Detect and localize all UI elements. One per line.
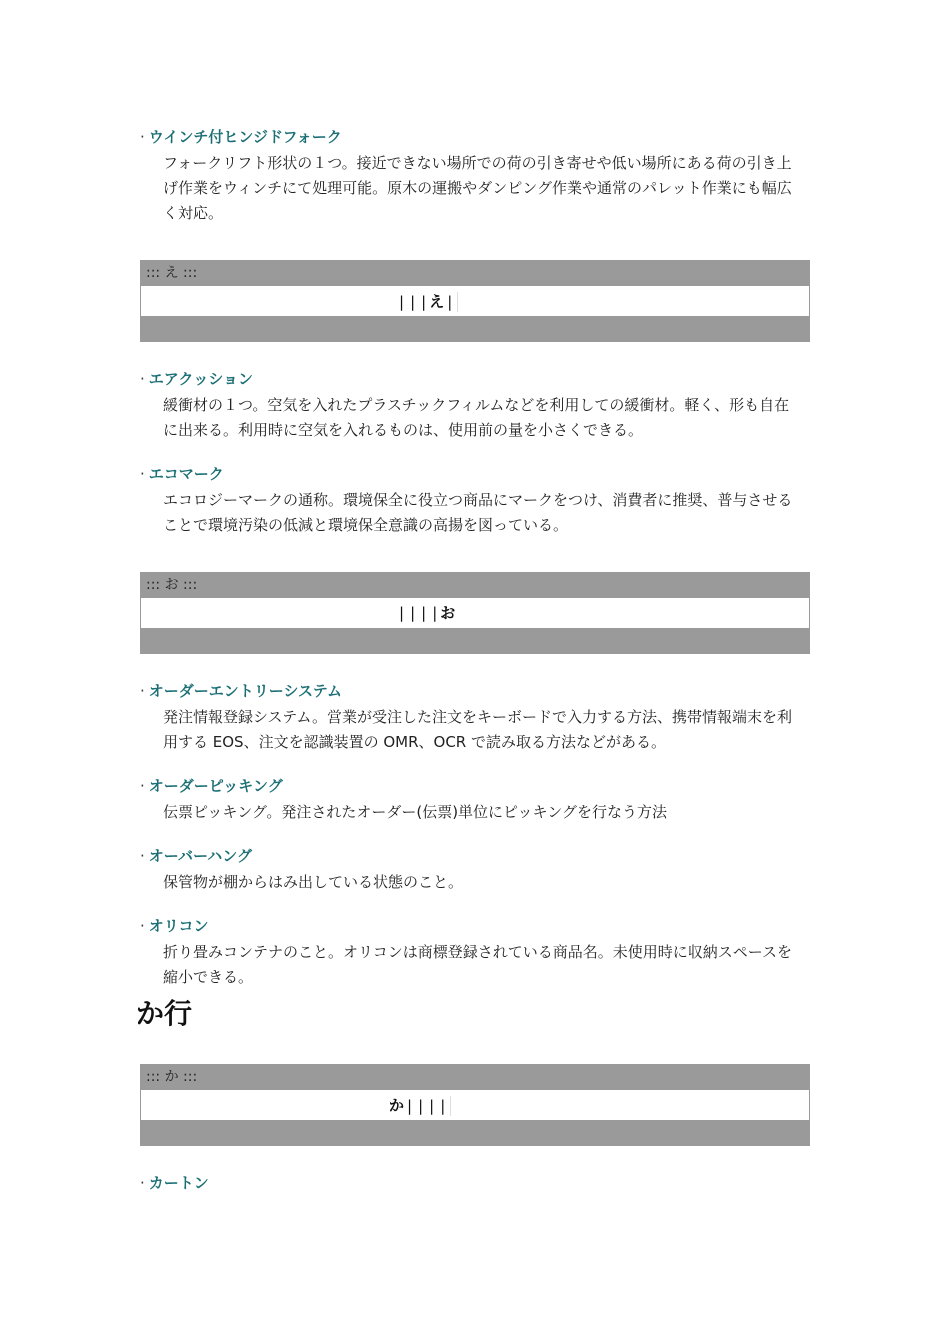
index-cell-divider [450,1096,461,1116]
term-title-text: カートン [148,1174,209,1192]
index-separator: | [429,1096,435,1115]
index-separator: | [440,1096,446,1115]
kana-index-links [141,286,809,316]
term-title [140,682,810,700]
index-cell-divider [457,292,468,312]
index-separator: | [421,604,427,622]
term-title-text: オーダーピッキング [148,777,283,795]
index-separator: | [432,604,438,622]
term-description: 伝票ピッキング。発注されたオーダー(伝票)単位にピッキングを行なう方法 [163,803,668,821]
term-title-text: ウインチ付ヒンジドフォーク [148,128,342,146]
term-description: 折り畳みコンテナのこと。オリコンは商標登録されている商品名。未使用時に収納スペースを縮小できる。 [163,943,792,986]
kana-index-e [140,260,810,342]
glossary-entry [140,370,810,443]
kana-index-header: ::: か ::: [146,1069,198,1085]
glossary-entry [140,1174,810,1192]
term-description: 発注情報登録システム。営業が受注した注文をキーボードで入力する方法、携帯情報端末を利用する EOS、注文を認識装置の OMR、OCR で読み取る方法などがある。 [163,708,792,751]
index-current-kana: え [429,292,445,311]
kana-index-links [141,1090,809,1120]
index-separator: | [410,604,416,622]
index-separator: | [421,292,427,311]
index-current-kana: お [440,604,456,622]
glossary-entry [140,128,810,226]
index-separator: | [418,1096,424,1115]
term-title-text: エアクッション [148,370,254,388]
term-title [140,1174,810,1192]
kana-index-o [140,572,810,654]
term-description: フォークリフト形状の１つ。接近できない場所での荷の引き寄せや低い場所にある荷の引き上げ作業をウィンチにて処理可能。原木の運搬やダンピング作業や通常のパレット作業にも幅広く対応。 [163,154,792,222]
index-separator: | [399,604,405,622]
term-title [140,465,810,483]
kana-index-ka [140,1064,810,1146]
glossary-entry [140,777,810,825]
bullet: · [140,777,145,795]
bullet: · [140,465,145,483]
bullet: · [140,682,145,700]
term-title-text: オリコン [148,917,209,935]
term-description: 緩衝材の１つ。空気を入れたプラスチックフィルムなどを利用しての緩衝材。軽く、形も自在に出来る。利用時に空気を入れるものは、使用前の量を小さくできる。 [163,396,790,439]
index-separator: | [399,292,405,311]
term-title [140,370,810,388]
term-title [140,847,810,865]
kana-index-links [141,598,809,628]
bullet: · [140,128,145,146]
term-title [140,128,810,146]
term-description: エコロジーマークの通称。環境保全に役立つ商品にマークをつけ、消費者に推奨、普与させることで環境汚染の低減と環境保全意識の高揚を図っている。 [163,491,793,534]
index-separator: | [407,1096,413,1115]
bullet: · [140,1174,145,1192]
term-title-text: エコマーク [148,465,224,483]
glossary-entry [140,847,810,895]
index-separator: | [410,292,416,311]
term-title [140,917,810,935]
glossary-entry [140,465,810,538]
term-title-text: オーバーハング [148,847,252,865]
kana-index-header: ::: え ::: [146,265,198,281]
bullet: · [140,847,145,865]
bullet: · [140,370,145,388]
term-description: 保管物が棚からはみ出している状態のこと。 [163,873,464,891]
term-title [140,777,810,795]
bullet: · [140,917,145,935]
glossary-entry [140,682,810,755]
section-heading: か行 [136,997,193,1030]
glossary-entry [140,917,810,990]
index-separator: | [447,292,453,311]
index-current-kana: か [389,1096,405,1115]
kana-index-header: ::: お ::: [146,577,198,593]
term-title-text: オーダーエントリーシステム [148,682,342,700]
